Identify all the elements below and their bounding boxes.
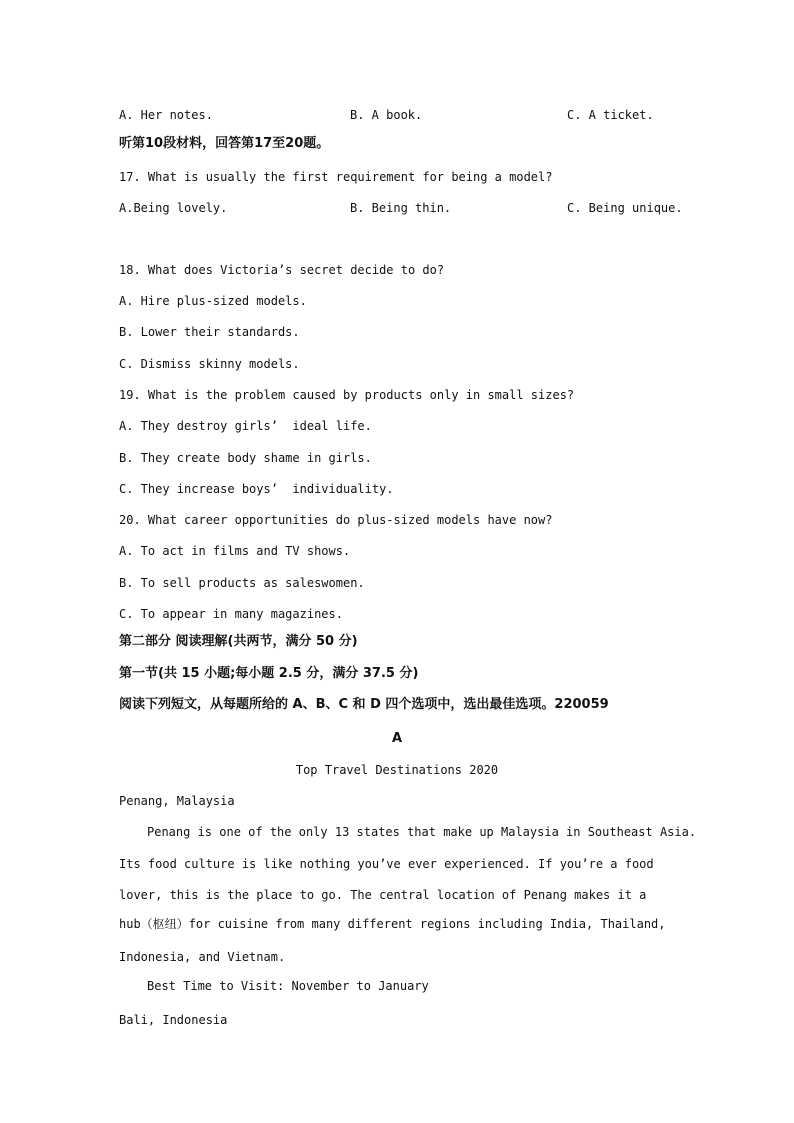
q19-option-b: B. They create body shame in girls. — [119, 451, 372, 465]
q16-option-a: A. Her notes. — [119, 108, 213, 122]
section10-header: 听第10段材料，回答第17至20题。 — [119, 136, 330, 151]
q20-question: 20. What career opportunities do plus-sized models have now? — [119, 513, 553, 527]
q20-option-a: A. To act in films and TV shows. — [119, 544, 351, 558]
passage-line: Penang is one of the only 13 states that make up Malaysia in Southeast Asia. — [147, 825, 697, 839]
q20-option-c: C. To appear in many magazines. — [119, 607, 343, 621]
section1-header: 第一节(共 15 小题;每小题 2.5 分，满分 37.5 分) — [119, 666, 419, 681]
destination-name: Penang, Malaysia — [119, 794, 235, 808]
passage-line: Indonesia, and Vietnam. — [119, 950, 286, 964]
part2-header: 第二部分 阅读理解(共两节，满分 50 分) — [119, 634, 358, 649]
q17-option-b: B. Being thin. — [350, 201, 452, 215]
q17-question: 17. What is usually the first requirement for being a model? — [119, 170, 553, 184]
best-time-to-visit: Best Time to Visit: November to January — [147, 979, 429, 993]
destination-name: Bali, Indonesia — [119, 1013, 228, 1027]
q20-option-b: B. To sell products as saleswomen. — [119, 576, 365, 590]
q19-question: 19. What is the problem caused by products only in small sizes? — [119, 388, 575, 402]
q19-option-c: C. They increase boys’ individuality. — [119, 482, 394, 496]
q16-option-c: C. A ticket. — [567, 108, 654, 122]
passage-label: A — [391, 731, 403, 746]
passage-title: Top Travel Destinations 2020 — [295, 763, 499, 777]
q18-option-a: A. Hire plus-sized models. — [119, 294, 307, 308]
passage-line: hub（枢纽）for cuisine from many different regions including India, Thailand, — [119, 917, 666, 931]
q18-question: 18. What does Victoria’s secret decide to do? — [119, 263, 445, 277]
passage-line: lover, this is the place to go. The central location of Penang makes it a — [119, 888, 647, 902]
q16-option-b: B. A book. — [350, 108, 423, 122]
q19-option-a: A. They destroy girls’ ideal life. — [119, 419, 372, 433]
q18-option-c: C. Dismiss skinny models. — [119, 357, 300, 371]
reading-instructions: 阅读下列短文，从每题所给的 A、B、C 和 D 四个选项中，选出最佳选项。220059 — [119, 697, 609, 712]
q17-option-c: C. Being unique. — [567, 201, 683, 215]
passage-line: Its food culture is like nothing you’ve ever experienced. If you’re a food — [119, 857, 654, 871]
q18-option-b: B. Lower their standards. — [119, 325, 300, 339]
q17-option-a: A.Being lovely. — [119, 201, 228, 215]
